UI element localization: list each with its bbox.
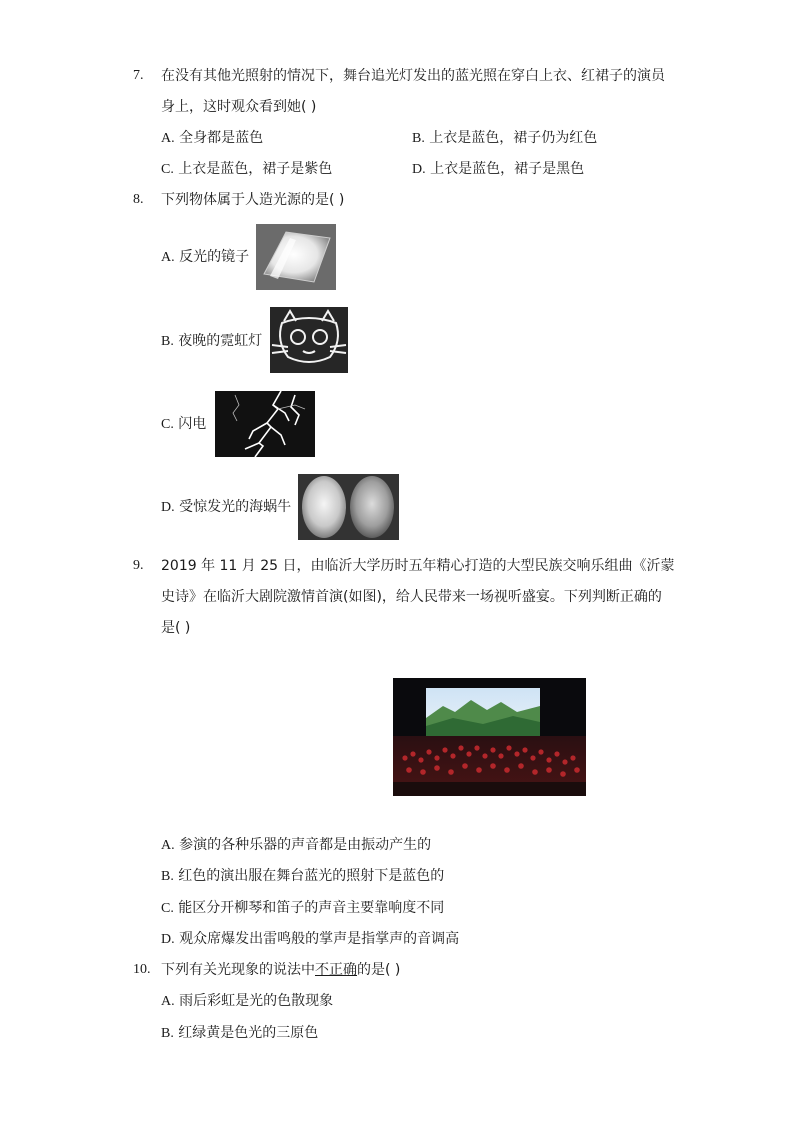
q7-number: 7. xyxy=(133,68,144,83)
option-text: 观众席爆发出雷鸣般的掌声是指掌声的音调高 xyxy=(179,931,460,947)
q9-option-d xyxy=(161,929,459,950)
q9-option-a xyxy=(161,835,431,856)
q7-stem-line2: 身上，这时观众看到她( ) xyxy=(161,99,317,115)
q9-stem-line1: 2019 年 11 月 25 日，由临沂大学历时五年精心打造的大型民族交响乐组曲《沂蒙 xyxy=(161,558,675,574)
option-letter: A. xyxy=(161,250,175,265)
concert-stage-image xyxy=(393,678,586,796)
q9-number: 9. xyxy=(133,558,144,573)
q9-stem-line3: 是( ) xyxy=(161,620,191,636)
option-text: 上衣是蓝色，裙子是黑色 xyxy=(430,161,585,177)
option-letter: C. xyxy=(161,162,174,177)
q10-stem-before: 下列有关光现象的说法中 xyxy=(161,962,315,978)
q8-stem: 下列物体属于人造光源的是( ) xyxy=(161,192,345,208)
option-letter: A. xyxy=(161,838,175,853)
option-text: 上衣是蓝色，裙子是紫色 xyxy=(178,161,333,177)
option-letter: B. xyxy=(161,869,174,884)
q7-option-d xyxy=(412,159,584,180)
option-letter: D. xyxy=(161,932,175,947)
q9-option-b xyxy=(161,866,444,887)
q7-option-c xyxy=(161,159,332,180)
q9-stem-line2: 史诗》在临沂大剧院激情首演(如图)，给人民带来一场视听盛宴。下列判断正确的 xyxy=(161,589,662,605)
option-letter: B. xyxy=(161,1026,174,1041)
option-text: 夜晚的霓虹灯 xyxy=(178,333,263,349)
q7-option-b xyxy=(412,128,597,149)
q10-number: 10. xyxy=(133,962,151,977)
option-letter: B. xyxy=(412,131,425,146)
option-letter: D. xyxy=(412,162,426,177)
q8-option-b xyxy=(161,331,262,352)
q7-option-a xyxy=(161,128,263,149)
option-text: 红绿黄是色光的三原色 xyxy=(178,1025,319,1041)
option-letter: C. xyxy=(161,417,174,432)
q10-option-a xyxy=(161,991,333,1012)
option-letter: A. xyxy=(161,994,175,1009)
option-text: 上衣是蓝色，裙子仍为红色 xyxy=(429,130,598,146)
neon-light-image xyxy=(270,307,348,373)
option-text: 参演的各种乐器的声音都是由振动产生的 xyxy=(179,837,432,853)
q8-option-d xyxy=(161,497,291,518)
q10-stem-underlined: 不正确 xyxy=(315,962,357,978)
q8-option-a xyxy=(161,247,249,268)
option-text: 全身都是蓝色 xyxy=(179,130,264,146)
sea-snail-image xyxy=(298,474,399,540)
lightning-image xyxy=(215,391,315,457)
q8-option-c xyxy=(161,414,206,435)
q10-stem xyxy=(161,960,400,980)
q9-option-c xyxy=(161,898,444,919)
option-text: 闪电 xyxy=(178,416,207,432)
q8-number: 8. xyxy=(133,192,144,207)
option-letter: A. xyxy=(161,131,175,146)
option-text: 红色的演出服在舞台蓝光的照射下是蓝色的 xyxy=(178,868,445,884)
q7-stem-line1: 在没有其他光照射的情况下，舞台追光灯发出的蓝光照在穿白上衣、红裙子的演员 xyxy=(161,68,665,84)
option-text: 雨后彩虹是光的色散现象 xyxy=(179,993,334,1009)
option-letter: C. xyxy=(161,901,174,916)
option-text: 受惊发光的海蜗牛 xyxy=(179,499,292,515)
option-text: 能区分开柳琴和笛子的声音主要靠响度不同 xyxy=(178,900,445,916)
mirror-image xyxy=(256,224,336,290)
option-text: 反光的镜子 xyxy=(179,249,250,265)
option-letter: B. xyxy=(161,334,174,349)
q10-stem-after: 的是( ) xyxy=(357,962,401,978)
q10-option-b xyxy=(161,1023,318,1044)
option-letter: D. xyxy=(161,500,175,515)
